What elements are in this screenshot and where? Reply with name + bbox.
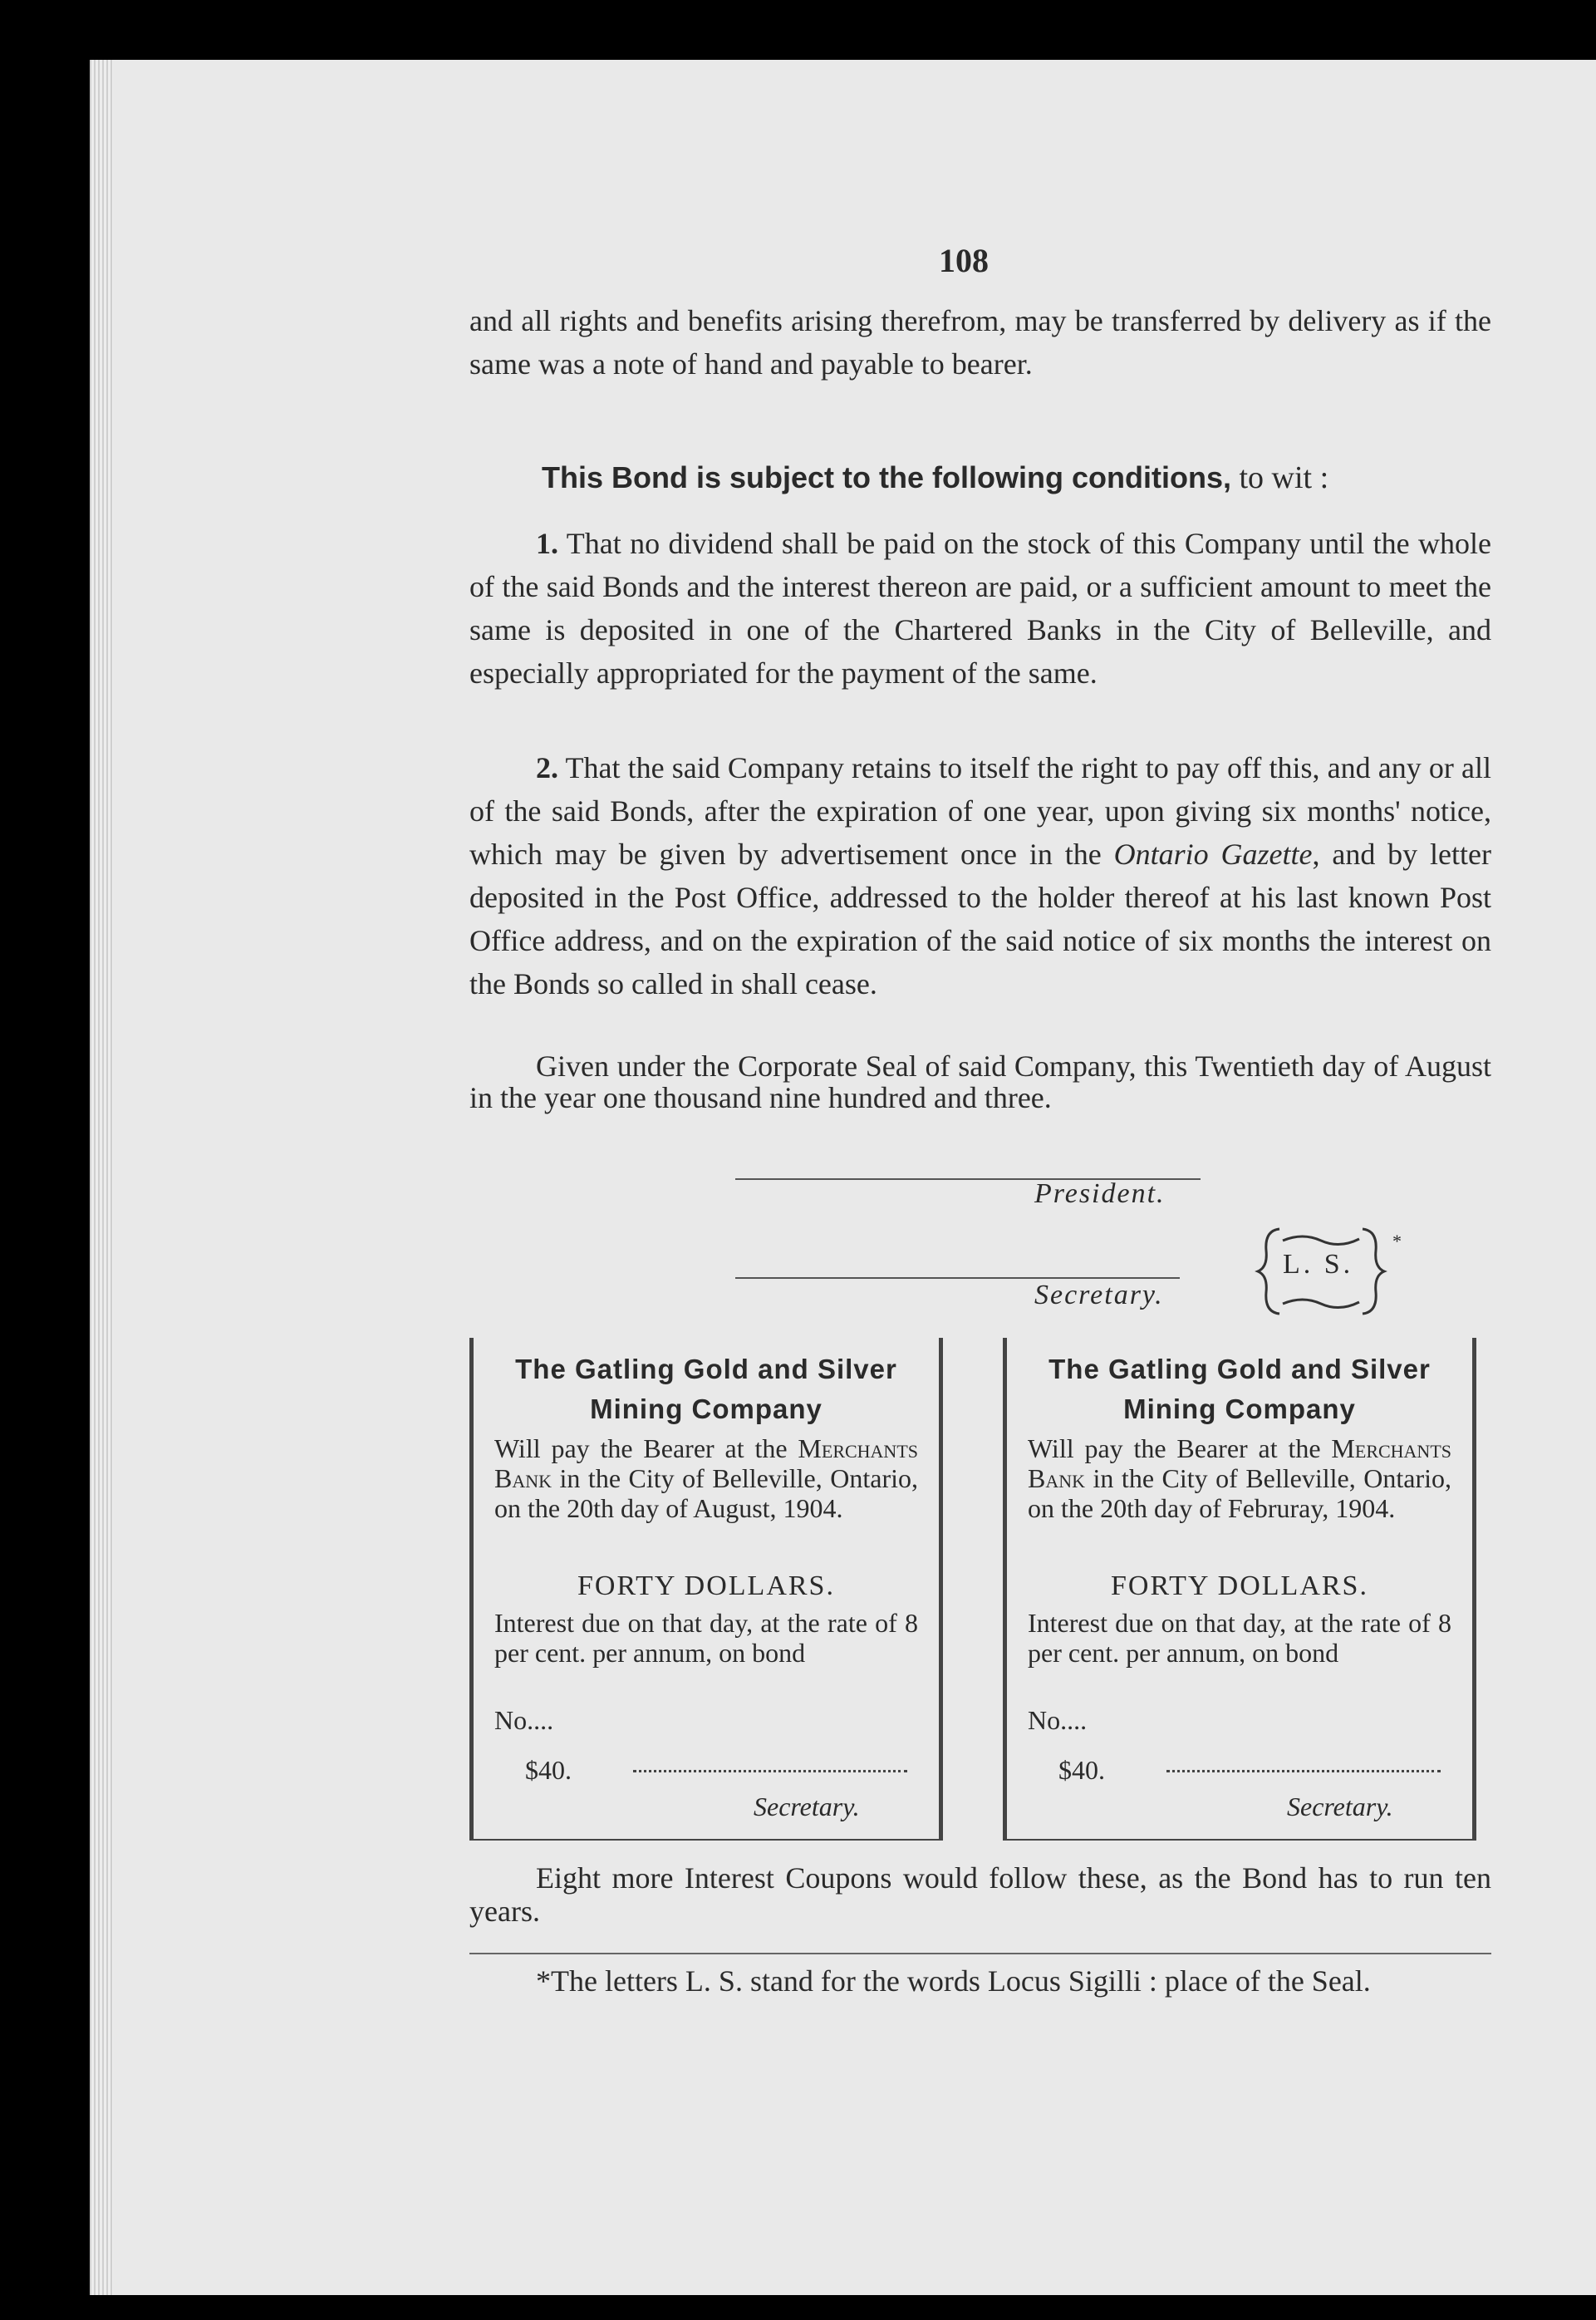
coupon-amount: FORTY DOLLARS.	[1111, 1570, 1368, 1601]
condition-2-number: 2.	[536, 751, 558, 784]
coupon-pay-b: in the City of Belleville, Ontario, on the 20th day of Februray, 1904.	[1028, 1463, 1451, 1523]
footnote: *The letters L. S. stand for the words Locus Sigilli : place of the Seal.	[536, 1964, 1371, 1998]
secretary-label: Secretary.	[1034, 1280, 1164, 1310]
coupon-bank: Merchants Bank	[1028, 1433, 1451, 1493]
coupon-interest-text: Interest due on that day, at the rate of 8 per cent. per annum, on bond	[494, 1608, 918, 1668]
after-coupons-paragraph: Eight more Interest Coupons would follow these, as the Bond has to run ten years.	[469, 1861, 1491, 1928]
ontario-gazette: Ontario Gazette	[1113, 838, 1313, 871]
coupon-title-line-1: The Gatling Gold and Silver	[515, 1354, 897, 1384]
coupon-pay-b: in the City of Belleville, Ontario, on the 20th day of August, 1904.	[494, 1463, 918, 1523]
coupon-signature-dots	[633, 1752, 907, 1772]
coupon-number: No....	[1028, 1705, 1088, 1735]
coupon-pay-text	[494, 1433, 918, 1523]
coupon-february	[1003, 1338, 1476, 1841]
condition-2-text-b: , and by letter deposited in the Post Office, addressed to the holder thereof at his last known Post Office address, and on the expiration of the said notice of six months the interest on the Bonds so called in shall cease.	[469, 838, 1492, 1000]
coupon-august	[469, 1338, 943, 1841]
footnote-rule	[469, 1953, 1491, 1954]
coupon-title	[471, 1349, 941, 1429]
document-page	[90, 60, 1596, 2295]
coupon-pay-text	[1028, 1433, 1451, 1523]
condition-1-text: That no dividend shall be paid on the stock of this Company until the whole of the said Bonds and the interest thereon are paid, or a sufficient amount to meet the same is deposited in one of the Chartered Banks in the City of Belleville, and especially appropriated for the payment of the same.	[469, 527, 1491, 690]
coupon-title-line-2: Mining Company	[1123, 1393, 1356, 1424]
coupon-title-line-2: Mining Company	[590, 1393, 823, 1424]
coupon-secretary-label: Secretary.	[1287, 1792, 1393, 1821]
condition-1-number: 1.	[536, 527, 558, 560]
seal-text: L. S.	[1283, 1249, 1354, 1280]
conditions-heading-bold: This Bond is subject to the following conditions,	[542, 460, 1231, 494]
coupon-amount: FORTY DOLLARS.	[577, 1570, 835, 1601]
coupon-pay-a: Will pay the Bearer at the	[494, 1433, 798, 1463]
coupon-bank: Merchants Bank	[494, 1433, 918, 1493]
intro-paragraph: and all rights and benefits arising therefrom, may be transferred by delivery as if the same was a note of hand and payable to bearer.	[469, 304, 1491, 381]
coupon-interest-text: Interest due on that day, at the rate of 8 per cent. per annum, on bond	[1028, 1608, 1451, 1668]
coupon-title	[1004, 1349, 1475, 1429]
coupon-dollar-value: $40.	[1058, 1755, 1105, 1785]
secretary-signature-line	[735, 1277, 1180, 1279]
coupon-dollar-value: $40.	[525, 1755, 572, 1785]
president-label: President.	[1034, 1178, 1166, 1209]
coupon-signature-dots	[1166, 1752, 1441, 1772]
condition-2	[469, 746, 1491, 1005]
conditions-heading-tail: to wit :	[1230, 460, 1329, 495]
condition-2-text-a: That the said Company retains to itself the right to pay off this, and any or all of the said Bonds, after the expiration of one year, upon giving six months' notice, which may be given by advertisement once in the	[469, 751, 1491, 871]
seal-star: *	[1392, 1231, 1402, 1251]
seal-box	[1255, 1226, 1402, 1317]
coupon-title-line-1: The Gatling Gold and Silver	[1048, 1354, 1431, 1384]
coupon-pay-a: Will pay the Bearer at the	[1028, 1433, 1332, 1463]
conditions-heading	[542, 460, 1328, 496]
given-paragraph: Given under the Corporate Seal of said Company, this Twentieth day of August in the year one thousand nine hundred and three.	[469, 1049, 1491, 1114]
condition-1	[469, 522, 1491, 695]
coupon-number: No....	[494, 1705, 554, 1735]
coupon-secretary-label: Secretary.	[754, 1792, 860, 1821]
page-number: 108	[939, 242, 989, 279]
page-edge	[90, 60, 113, 2295]
